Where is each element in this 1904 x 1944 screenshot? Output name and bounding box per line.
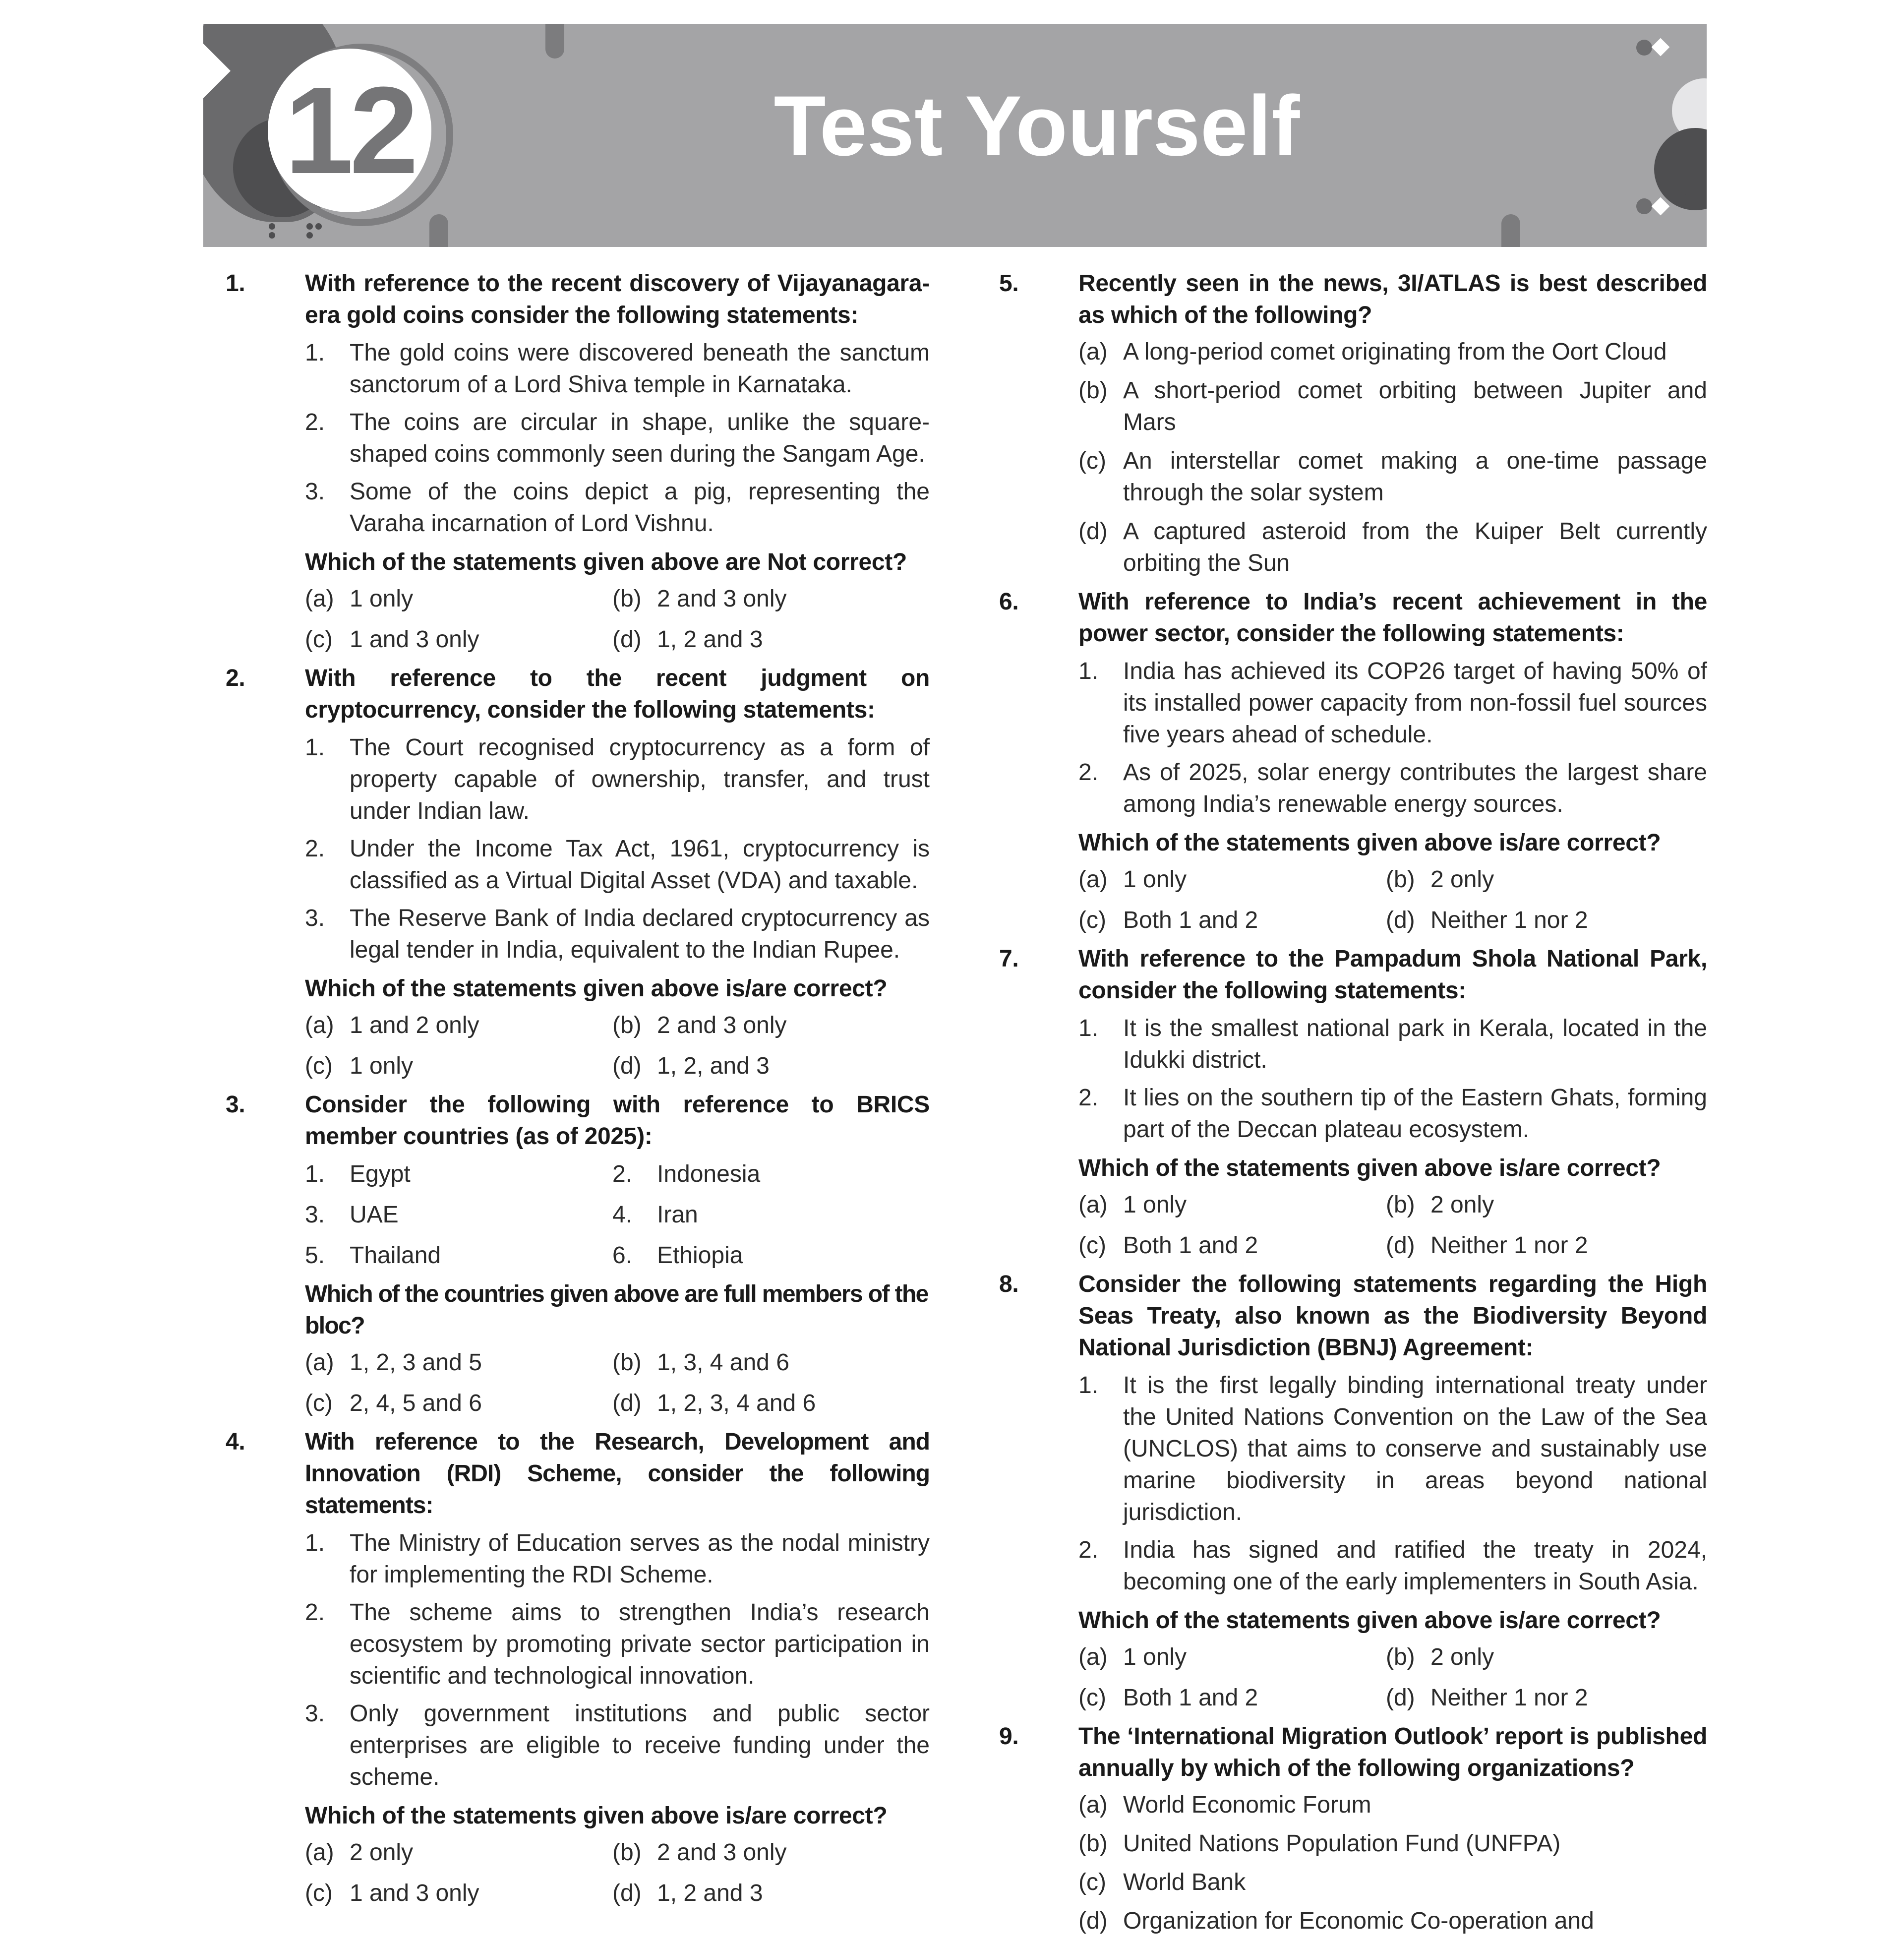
decorative-circle [1636, 198, 1652, 214]
option-label: (c) [305, 1880, 333, 1906]
option-label: (c) [1078, 1232, 1106, 1259]
statement-text: The scheme aims to strengthen India’s research ecosystem by promoting private sector participation in scientific and technological innovation. [350, 1599, 930, 1689]
statement-text: As of 2025, solar energy contributes the largest share among India’s renewable energy sources. [1123, 759, 1707, 817]
statement-text: The Court recognised cryptocurrency as a form of property capable of ownership, transfer, and trust under Indian law. [350, 734, 930, 824]
statement-number: 2. [1078, 1537, 1099, 1563]
options [1078, 1641, 1707, 1714]
statement-text: India has signed and ratified the treaty in 2024, becoming one of the early implementers in South Asia. [1123, 1537, 1707, 1595]
option-text: 1 and 3 only [350, 626, 479, 653]
statement [305, 476, 930, 540]
option-text: World Economic Forum [1123, 1792, 1371, 1818]
statement-text: It is the first legally binding international treaty under the United Nations Convention on the Law of the Sea (UNCLOS) that aims to conserve and sustainably use marine biodiversity in areas beyond national jurisdiction. [1123, 1372, 1707, 1525]
option-label: (b) [612, 1012, 642, 1038]
option-text: A short-period comet orbiting between Jupiter and Mars [1123, 377, 1707, 435]
option-text: Both 1 and 2 [1123, 1232, 1258, 1259]
option-c [1078, 1682, 1386, 1714]
question-text: Consider the following with reference to BRICS member countries (as of 2025): [305, 1092, 930, 1150]
statement [1078, 1534, 1707, 1598]
option-b [612, 583, 930, 615]
question-header [999, 1721, 1707, 1784]
option-a [1078, 1789, 1707, 1821]
option-label: (c) [1078, 448, 1106, 474]
question-header [226, 663, 930, 726]
question-header [999, 943, 1707, 1007]
options [1078, 1789, 1707, 1937]
option-text: 1, 2, and 3 [657, 1053, 770, 1079]
options [305, 1347, 930, 1419]
option-b [612, 1347, 930, 1379]
option-a [1078, 1189, 1386, 1221]
option-d [612, 624, 930, 656]
option-label: (a) [1078, 1792, 1108, 1818]
option-text: Neither 1 nor 2 [1430, 1232, 1588, 1259]
statement [1078, 1013, 1707, 1076]
option-text: 1 and 2 only [350, 1012, 479, 1038]
option-d [1386, 1230, 1707, 1262]
statement [305, 833, 930, 897]
option-text: 2 only [1430, 866, 1494, 893]
option-label: (a) [1078, 339, 1108, 365]
option-label: (c) [1078, 907, 1106, 933]
option-label: (a) [305, 586, 334, 612]
option-b [612, 1010, 930, 1041]
option-label: (d) [1386, 1232, 1415, 1259]
statement [1078, 1370, 1707, 1528]
option-text: A captured asteroid from the Kuiper Belt currently orbiting the Sun [1123, 518, 1707, 576]
option-d [1386, 1682, 1707, 1714]
question-text: The ‘International Migration Outlook’ report is published annually by which of the following organizations? [1078, 1723, 1707, 1781]
option-d [612, 1388, 930, 1419]
option-label: (a) [305, 1349, 334, 1376]
statement-number: 1. [305, 340, 325, 366]
country-list [305, 1158, 930, 1272]
option-d [1386, 905, 1707, 936]
question-number: 2. [226, 665, 245, 691]
item-text: Indonesia [657, 1161, 761, 1187]
option-label: (a) [305, 1839, 334, 1866]
question-number: 7. [999, 946, 1019, 972]
item-number: 4. [612, 1202, 633, 1228]
option-label: (a) [1078, 1192, 1108, 1218]
item-number: 3. [305, 1202, 325, 1228]
question-text: With reference to the Pampadum Shola National Park, consider the following statements: [1078, 946, 1707, 1004]
question-number: 1. [226, 270, 245, 297]
option-text: Neither 1 nor 2 [1430, 1685, 1588, 1711]
question-number: 9. [999, 1723, 1019, 1750]
option-text: United Nations Population Fund (UNFPA) [1123, 1830, 1561, 1857]
statement-text: It is the smallest national park in Kerala, located in the Idukki district. [1123, 1015, 1707, 1073]
option-b [1078, 375, 1707, 438]
option-text: A long-period comet originating from the Oort Cloud [1123, 339, 1667, 365]
option-a [305, 1347, 612, 1379]
question-header [999, 1269, 1707, 1364]
option-label: (d) [1078, 518, 1108, 545]
statement [305, 1597, 930, 1692]
option-text: 2 only [1430, 1192, 1494, 1218]
option-c [305, 1878, 612, 1909]
option-text: 1, 2, 3, 4 and 6 [657, 1390, 816, 1416]
option-text: Neither 1 nor 2 [1430, 907, 1588, 933]
left-column [226, 268, 930, 1916]
option-c [1078, 1230, 1386, 1262]
option-text: 2 and 3 only [657, 1012, 787, 1038]
question-text: Consider the following statements regarding the High Seas Treaty, also known as the Biodiversity Beyond National Jurisdiction (BBNJ) Agreement: [1078, 1271, 1707, 1361]
statement-number: 1. [1078, 658, 1099, 684]
question-text: With reference to the recent discovery of Vijayanagara-era gold coins consider the following statements: [305, 270, 930, 328]
option-text: 1, 2 and 3 [657, 626, 763, 653]
list-item [612, 1158, 930, 1190]
option-label: (c) [1078, 1869, 1106, 1895]
dot [269, 223, 275, 230]
option-label: (d) [612, 1390, 642, 1416]
decorative-circle [1636, 40, 1652, 56]
option-label: (b) [612, 1349, 642, 1376]
item-text: Thailand [350, 1242, 441, 1269]
option-label: (b) [1078, 377, 1108, 404]
statement-text: The gold coins were discovered beneath the sanctum sanctorum of a Lord Shiva temple in Karnataka. [350, 340, 930, 398]
decorative-pill [429, 214, 448, 247]
statement-number: 2. [1078, 1085, 1099, 1111]
diamond-icon [1652, 197, 1670, 216]
option-text: 1 only [1123, 1192, 1187, 1218]
question-prompt: Which of the statements given above are Not correct? [305, 549, 907, 575]
dot [306, 232, 313, 239]
diamond-icon [1652, 38, 1670, 57]
question-number: 5. [999, 270, 1019, 297]
question-prompt: Which of the statements given above is/are correct? [305, 1803, 888, 1829]
statement-text: Some of the coins depict a pig, representing the Varaha incarnation of Lord Vishnu. [350, 479, 930, 537]
option-a [305, 1010, 612, 1041]
question-prompt: Which of the statements given above is/are correct? [305, 975, 888, 1002]
options [1078, 1189, 1707, 1262]
option-text: Both 1 and 2 [1123, 1685, 1258, 1711]
decorative-pill [1501, 214, 1520, 247]
question-header [999, 586, 1707, 650]
question-6 [999, 586, 1707, 936]
question-prompt: Which of the statements given above is/are correct? [1078, 1607, 1661, 1634]
option-label: (b) [1386, 866, 1415, 893]
statement-number: 2. [305, 1599, 325, 1626]
option-c [1078, 445, 1707, 509]
option-label: (b) [1386, 1192, 1415, 1218]
option-text: 2 only [1430, 1644, 1494, 1670]
options [305, 1837, 930, 1909]
page-title: Test Yourself [774, 78, 1300, 174]
question-header [226, 1426, 930, 1521]
option-label: (d) [1386, 1685, 1415, 1711]
option-label: (c) [1078, 1685, 1106, 1711]
option-label: (a) [1078, 866, 1108, 893]
option-label: (a) [305, 1012, 334, 1038]
statement [305, 337, 930, 401]
options [1078, 864, 1707, 936]
option-a [1078, 864, 1386, 896]
option-label: (b) [612, 1839, 642, 1866]
option-text: World Bank [1123, 1869, 1246, 1895]
option-label: (d) [612, 1880, 642, 1906]
statement-number: 2. [1078, 759, 1099, 786]
question-number: 6. [999, 589, 1019, 615]
option-d [1078, 516, 1707, 579]
statement [305, 732, 930, 827]
statement-number: 1. [305, 734, 325, 761]
decorative-pill [545, 24, 564, 59]
statement [1078, 656, 1707, 751]
dot [306, 223, 313, 230]
statement-number: 1. [1078, 1015, 1099, 1041]
question-header [226, 1089, 930, 1153]
option-b [1386, 1189, 1707, 1221]
list-item [305, 1199, 612, 1231]
statement [305, 1698, 930, 1793]
option-b [1386, 1641, 1707, 1673]
item-text: Iran [657, 1202, 698, 1228]
question-8 [999, 1269, 1707, 1714]
statement-text: Under the Income Tax Act, 1961, cryptocurrency is classified as a Virtual Digital Asset (VDA) and taxable. [350, 836, 930, 894]
option-label: (c) [305, 1053, 333, 1079]
question-prompt: Which of the statements given above is/are correct? [1078, 830, 1661, 856]
right-column [999, 268, 1707, 1944]
item-number: 5. [305, 1242, 325, 1269]
option-b [1386, 864, 1707, 896]
option-label: (a) [1078, 1644, 1108, 1670]
option-d [1078, 1905, 1707, 1937]
list-item [305, 1240, 612, 1272]
question-prompt: Which of the statements given above is/are correct? [1078, 1155, 1661, 1181]
option-label: (c) [305, 626, 333, 653]
option-text: 1 only [1123, 1644, 1187, 1670]
statement-number: 2. [305, 409, 325, 435]
option-b [612, 1837, 930, 1869]
option-label: (b) [1386, 1644, 1415, 1670]
option-a [1078, 1641, 1386, 1673]
item-number: 6. [612, 1242, 633, 1269]
statement [305, 903, 930, 966]
dot [269, 232, 275, 239]
option-label: (b) [1078, 1830, 1108, 1857]
question-text: With reference to the Research, Development and Innovation (RDI) Scheme, consider the following statements: [305, 1429, 930, 1519]
dot [315, 223, 322, 230]
option-c [305, 1050, 612, 1082]
option-a [305, 1837, 612, 1869]
statement-number: 1. [305, 1530, 325, 1556]
option-text: Both 1 and 2 [1123, 907, 1258, 933]
options [305, 583, 930, 656]
option-a [305, 583, 612, 615]
statement-text: The Reserve Bank of India declared cryptocurrency as legal tender in India, equivalent to the Indian Rupee. [350, 905, 930, 963]
list-item [612, 1240, 930, 1272]
item-number: 2. [612, 1161, 633, 1187]
chapter-banner [203, 24, 1707, 247]
statement [1078, 1082, 1707, 1146]
item-text: Ethiopia [657, 1242, 743, 1269]
option-text: 1, 2 and 3 [657, 1880, 763, 1906]
question-3 [226, 1089, 930, 1419]
statement-number: 3. [305, 1701, 325, 1727]
option-c [305, 624, 612, 656]
statement-number: 3. [305, 905, 325, 931]
statement-text: The Ministry of Education serves as the nodal ministry for implementing the RDI Scheme. [350, 1530, 930, 1588]
option-c [1078, 1867, 1707, 1898]
question-2 [226, 663, 930, 1082]
question-prompt: Which of the countries given above are full members of the bloc? [305, 1281, 928, 1339]
item-number: 1. [305, 1161, 325, 1187]
statement-text: The coins are circular in shape, unlike the square-shaped coins commonly seen during the Sangam Age. [350, 409, 930, 467]
option-a [1078, 336, 1707, 368]
question-5 [999, 268, 1707, 579]
question-7 [999, 943, 1707, 1262]
option-text: 2, 4, 5 and 6 [350, 1390, 482, 1416]
question-number: 8. [999, 1271, 1019, 1297]
question-header [226, 268, 930, 331]
option-text: 1, 3, 4 and 6 [657, 1349, 789, 1376]
option-label: (d) [1386, 907, 1415, 933]
option-text: 1 and 3 only [350, 1880, 479, 1906]
option-label: (b) [612, 586, 642, 612]
option-text: 1 only [1123, 866, 1187, 893]
option-d [612, 1878, 930, 1909]
item-text: UAE [350, 1202, 399, 1228]
statement-text: It lies on the southern tip of the Eastern Ghats, forming part of the Deccan plateau ecosystem. [1123, 1085, 1707, 1143]
options [1078, 336, 1707, 579]
option-text: 1 only [350, 586, 414, 612]
options [305, 1010, 930, 1082]
list-item [612, 1199, 930, 1231]
option-label: (c) [305, 1390, 333, 1416]
option-text: 1 only [350, 1053, 414, 1079]
statement-number: 1. [1078, 1372, 1099, 1398]
option-d [612, 1050, 930, 1082]
option-text: An interstellar comet making a one-time passage through the solar system [1123, 448, 1707, 506]
question-number: 4. [226, 1429, 245, 1455]
question-text: Recently seen in the news, 3I/ATLAS is best described as which of the following? [1078, 270, 1707, 328]
option-c [1078, 905, 1386, 936]
statement-number: 3. [305, 479, 325, 505]
option-label: (d) [1078, 1908, 1108, 1934]
option-b [1078, 1828, 1707, 1860]
list-item [305, 1158, 612, 1190]
question-9 [999, 1721, 1707, 1937]
option-text: 1, 2, 3 and 5 [350, 1349, 482, 1376]
question-number: 3. [226, 1092, 245, 1118]
option-text: 2 and 3 only [657, 586, 787, 612]
statement-text: India has achieved its COP26 target of having 50% of its installed power capacity from non-fossil fuel sources five years ahead of schedule. [1123, 658, 1707, 748]
statement [1078, 757, 1707, 820]
question-4 [226, 1426, 930, 1909]
statement-text: Only government institutions and public sector enterprises are eligible to receive funding under the scheme. [350, 1701, 930, 1790]
statement-number: 2. [305, 836, 325, 862]
option-label: (d) [612, 626, 642, 653]
chapter-number: 12 [284, 61, 415, 199]
option-text: Organization for Economic Co-operation and [1123, 1908, 1594, 1934]
option-text: 2 only [350, 1839, 414, 1866]
question-header [999, 268, 1707, 331]
statement [305, 1527, 930, 1591]
item-text: Egypt [350, 1161, 411, 1187]
question-text: With reference to the recent judgment on cryptocurrency, consider the following statements: [305, 665, 930, 723]
question-text: With reference to India’s recent achievement in the power sector, consider the following statements: [1078, 589, 1707, 647]
option-label: (d) [612, 1053, 642, 1079]
statement [305, 407, 930, 470]
question-1 [226, 268, 930, 656]
option-text: 2 and 3 only [657, 1839, 787, 1866]
option-c [305, 1388, 612, 1419]
